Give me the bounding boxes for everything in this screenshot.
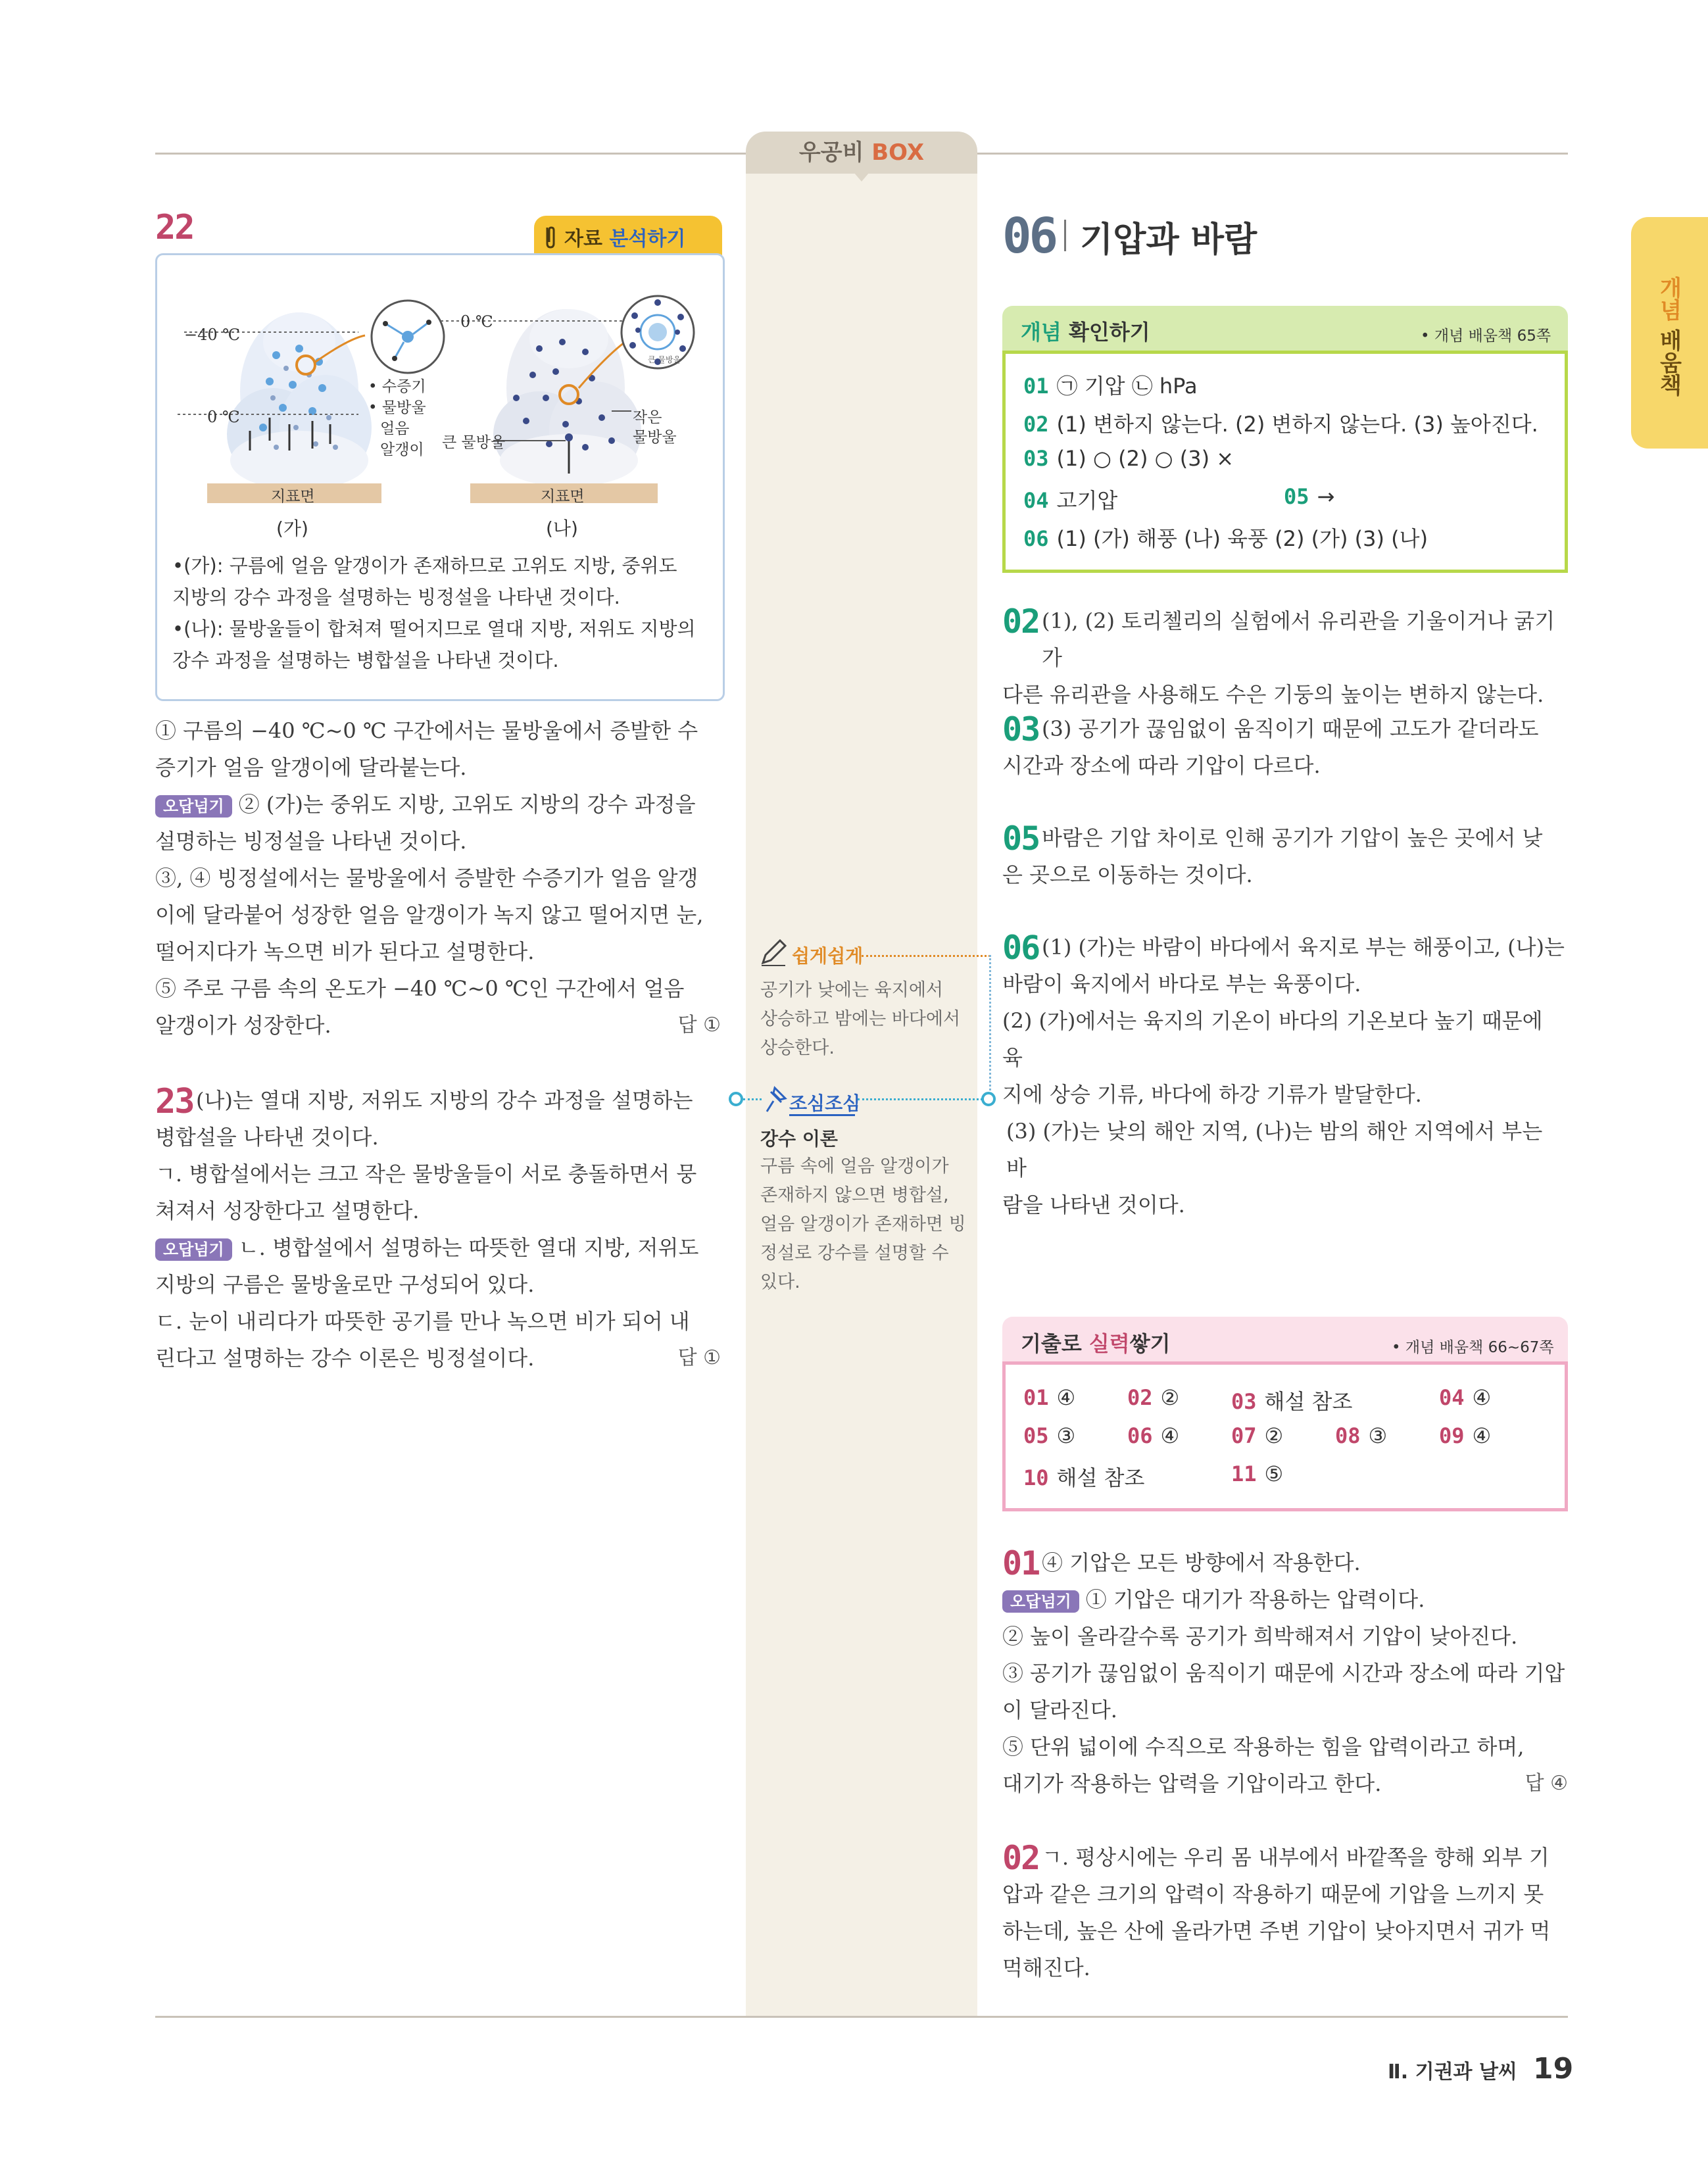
text-line: ② (가)는 중위도 지방, 고위도 지방의 강수 과정을: [238, 792, 696, 817]
figure-tag-b: 분석하기: [609, 228, 686, 251]
solution-01-number: 01: [1002, 1544, 1040, 1582]
text-line: 린다고 설명하는 강수 이론은 빙정설이다.: [155, 1346, 535, 1371]
figure-note-line: •(가): 구름에 얼음 알갱이가 존재하므로 고위도 지방, 중위도: [172, 554, 677, 577]
concept-row-01: 01 ㉠ 기압 ㉡ hPa: [1023, 374, 1198, 399]
ground-label-a: 지표면: [271, 488, 315, 505]
label-big-drop: 큰 물방울: [442, 434, 506, 451]
concept-row-02: 02 (1) 변하지 않는다. (2) 변하지 않는다. (3) 높아진다.: [1023, 412, 1538, 437]
text-line: ㄱ. 평상시에는 우리 몸 내부에서 바깥쪽을 향해 외부 기: [1042, 1845, 1549, 1870]
tip2-title: 조심조심: [789, 1092, 861, 1114]
skill-answer: 06 ④: [1127, 1423, 1180, 1448]
text-line: 이 달라진다.: [1002, 1698, 1117, 1723]
inset-label: 큰 물방울: [648, 355, 681, 364]
label-small-drop: [633, 408, 677, 447]
tip1-body: [760, 976, 971, 1063]
text-line: ④ 기압은 모든 방향에서 작용한다.: [1042, 1550, 1361, 1575]
text-line: 이에 달라붙어 성장한 얼음 알갱이가 녹지 않고 떨어지면 눈,: [155, 902, 704, 927]
label-small-drop-b: 물방울: [633, 429, 677, 446]
skill-answer: 08 ③: [1335, 1423, 1388, 1448]
text-line: ㄴ. 병합설에서 설명하는 따뜻한 열대 지방, 저위도: [238, 1235, 699, 1260]
solution-02: [1002, 1839, 1568, 1986]
legend-droplet: • 물방울: [368, 399, 426, 416]
text-line: ① 기압은 대기가 작용하는 압력이다.: [1085, 1587, 1425, 1612]
figure-legend: [368, 376, 426, 460]
cloud-a: [227, 312, 372, 490]
problem-22-explanation: [155, 712, 721, 1044]
solution-01: [1002, 1544, 1568, 1802]
section-number: 06: [1002, 208, 1056, 264]
box-tab-accent: BOX: [871, 139, 925, 166]
tip-line: 구름 속에 얼음 알갱이가: [760, 1156, 949, 1177]
concept-title-b: 확인하기: [1068, 320, 1150, 345]
tip-line: 존재하지 않으면 병합설,: [760, 1185, 949, 1206]
text-line: 다른 유리관을 사용해도 수은 기둥의 높이는 변하지 않는다.: [1002, 682, 1544, 707]
text-line: 증기가 얼음 알갱이에 달라붙는다.: [155, 755, 467, 780]
tip-line: 상승하고 밤에는 바다에서: [760, 1009, 961, 1029]
pencil-icon: [759, 938, 788, 967]
wrong-answer-badge: 오답넘기: [155, 795, 232, 818]
concept-row-04: 04 고기압: [1023, 488, 1118, 513]
skill-answer: 03 해설 참조: [1231, 1389, 1353, 1414]
text-line: 떨어지다가 녹으면 비가 된다고 설명한다.: [155, 939, 535, 964]
text-line: (1) (가)는 바람이 바다에서 육지로 부는 해풍이고, (나)는: [1042, 935, 1565, 960]
tip2-underline: [789, 1114, 855, 1116]
text-line: ① 구름의 −40 ℃~0 ℃ 구간에서는 물방울에서 증발한 수: [155, 718, 698, 743]
figure-label-a: (가): [276, 518, 308, 539]
text-line: 람을 나타낸 것이다.: [1002, 1192, 1185, 1217]
pin-icon: [762, 1085, 788, 1114]
text-line: (3) (가)는 낮의 해안 지역, (나)는 밤의 해안 지역에서 부는 바: [1006, 1119, 1543, 1181]
concept-check-ref: • 개념 배움책 65쪽: [1421, 328, 1551, 345]
tip1-connector: [862, 955, 990, 957]
paperclip-icon: [543, 224, 558, 250]
solution-02-number: 02: [1002, 1839, 1040, 1877]
section-divider: [1064, 220, 1066, 251]
problem-22-number: 22: [155, 208, 194, 247]
skill-title-c: 쌓기: [1129, 1331, 1171, 1356]
skill-title: [1021, 1327, 1171, 1357]
text-line: 바람은 기압 차이로 인해 공기가 기압이 높은 곳에서 낮: [1042, 825, 1543, 850]
text-line: 먹해진다.: [1002, 1955, 1090, 1980]
text-line: 하는데, 높은 산에 올라가면 주변 기압이 낮아지면서 귀가 먹: [1002, 1918, 1551, 1943]
text-line: (나)는 열대 지방, 저위도 지방의 강수 과정을 설명하는: [196, 1088, 693, 1113]
skill-answer: 07 ②: [1231, 1423, 1284, 1448]
tip-line: 있다.: [760, 1272, 800, 1292]
text-line: 병합설을 나타낸 것이다.: [155, 1125, 379, 1150]
concept-row-03: 03 (1) ○ (2) ○ (3) ×: [1023, 446, 1234, 471]
bottom-rule: [155, 2016, 1568, 2018]
label-minus40: −40 ℃: [184, 326, 241, 344]
ground-label-b: 지표면: [541, 488, 585, 505]
skill-answer: 09 ④: [1439, 1423, 1492, 1448]
skill-answer: 02 ②: [1127, 1385, 1180, 1410]
wrong-answer-badge: 오답넘기: [155, 1238, 232, 1261]
text-line: ⑤ 단위 넓이에 수직으로 작용하는 힘을 압력이라고 하며,: [1002, 1734, 1525, 1759]
text-line: 은 곳으로 이동하는 것이다.: [1002, 862, 1253, 887]
tip2-body: [760, 1152, 971, 1297]
concept-row-06: 06 (1) (가) 해풍 (나) 육풍 (2) (가) (3) (나): [1023, 526, 1428, 551]
figure-note-line: 강수 과정을 설명하는 병합설을 나타낸 것이다.: [172, 649, 559, 672]
side-tab-b: 배움책: [1655, 321, 1682, 396]
chapter-label: Ⅱ. 기권과 날씨: [1388, 2061, 1517, 2084]
tip-line: 정설로 강수를 설명할 수: [760, 1243, 949, 1263]
concept-check-title: [1021, 316, 1150, 346]
figure-note-line: 지방의 강수 과정을 설명하는 빙정설을 나타낸 것이다.: [172, 586, 620, 608]
text-line: 압과 같은 크기의 압력이 작용하기 때문에 기압을 느끼지 못: [1002, 1882, 1544, 1907]
expl-02-number: 02: [1002, 602, 1040, 641]
box-tab-pointer: [854, 172, 869, 182]
side-index-label: [1652, 276, 1685, 396]
answer-mark: 답 ①: [677, 1346, 721, 1369]
text-line: (1), (2) 토리첼리의 실험에서 유리관을 기울이거나 굵기가: [1042, 608, 1555, 670]
text-line: 설명하는 빙정설을 나타낸 것이다.: [155, 829, 467, 854]
figure-note-line: •(나): 물방울들이 합쳐져 떨어지므로 열대 지방, 저위도 지방의: [172, 618, 696, 640]
text-line: 쳐져서 성장한다고 설명한다.: [155, 1198, 420, 1223]
figure-label-b: (나): [546, 518, 578, 539]
page-footer: [1388, 2052, 1573, 2086]
tip1-connector-vertical: [989, 955, 991, 1098]
text-line: ㄱ. 병합설에서는 크고 작은 물방울들이 서로 충돌하면서 뭉: [155, 1161, 697, 1186]
text-line: (3) 공기가 끊임없이 움직이기 때문에 고도가 같더라도: [1042, 716, 1539, 741]
text-line: 대기가 작용하는 압력을 기압이라고 한다.: [1002, 1771, 1382, 1796]
box-tab: [746, 132, 977, 174]
tip-line: 상승한다.: [760, 1038, 835, 1058]
answer-mark: 답 ④: [1525, 1772, 1568, 1795]
problem-23-number: 23: [155, 1082, 194, 1121]
box-column: [746, 153, 977, 2016]
skill-answer: 04 ④: [1439, 1385, 1492, 1410]
skill-title-a: 기출로: [1021, 1331, 1089, 1356]
skill-title-b: 실력: [1088, 1331, 1130, 1356]
figure-notes: [172, 550, 712, 676]
page-number: 19: [1532, 2052, 1574, 2086]
legend-vapor: • 수증기: [368, 378, 426, 395]
label-small-drop-a: 작은: [633, 409, 662, 426]
expl-06-number: 06: [1002, 929, 1040, 967]
skill-answer: 01 ④: [1023, 1385, 1076, 1410]
text-line: 시간과 장소에 따라 기압이 다르다.: [1002, 753, 1321, 778]
text-line: 알갱이가 성장한다.: [155, 1013, 331, 1038]
legend-ice: 얼음: [380, 420, 410, 437]
skill-answer: 11 ⑤: [1231, 1461, 1284, 1486]
tip2-connector-left: [743, 1098, 762, 1100]
connector-dot-right: [981, 1092, 996, 1106]
answer-mark: 답 ①: [677, 1014, 721, 1037]
box-tab-prefix: 우공비: [798, 139, 872, 166]
expl-02: [1002, 602, 1568, 713]
text-line: 바람이 육지에서 바다로 부는 육풍이다.: [1002, 971, 1361, 996]
expl-06: [1002, 929, 1568, 1223]
label-zero-b: 0 ℃: [460, 312, 493, 331]
problem-23-explanation: [155, 1082, 721, 1377]
skill-ref: • 개념 배움책 66~67쪽: [1392, 1339, 1554, 1356]
figure-tag-label: [564, 222, 685, 251]
text-line: 지에 상승 기류, 바다에 하강 기류가 발달한다.: [1002, 1082, 1422, 1107]
side-tab-a: 개념: [1655, 276, 1682, 321]
skill-answer: 10 해설 참조: [1023, 1465, 1145, 1490]
text-line: (2) (가)에서는 육지의 기온이 바다의 기온보다 높기 때문에 육: [1002, 1008, 1543, 1070]
expl-03-number: 03: [1002, 710, 1040, 748]
tip1-title: 쉽게쉽게: [792, 945, 864, 967]
text-line: ③ 공기가 끊임없이 움직이기 때문에 시간과 장소에 따라 기압: [1002, 1661, 1565, 1686]
concept-title-a: 개념: [1021, 320, 1069, 345]
connector-dot-left: [729, 1092, 743, 1106]
tip-line: 얼음 알갱이가 존재하면 빙: [760, 1214, 966, 1234]
text-line: ㄷ. 눈이 내리다가 따뜻한 공기를 만나 녹으면 비가 되어 내: [155, 1309, 690, 1334]
section-title: 기압과 바람: [1080, 220, 1257, 260]
expl-05-number: 05: [1002, 819, 1040, 858]
text-line: ② 높이 올라갈수록 공기가 희박해져서 기압이 낮아진다.: [1002, 1624, 1518, 1649]
expl-03: [1002, 710, 1568, 784]
wrong-answer-badge: 오답넘기: [1002, 1590, 1079, 1613]
text-line: 지방의 구름은 물방울로만 구성되어 있다.: [155, 1272, 535, 1297]
label-zero-a: 0 ℃: [207, 408, 240, 426]
figure-tag-a: 자료: [564, 228, 610, 251]
tip2-connector-right: [858, 1098, 983, 1100]
text-line: ③, ④ 빙정설에서는 물방울에서 증발한 수증기가 얼음 알갱: [155, 866, 698, 891]
concept-row-05: 05 →: [1284, 484, 1335, 509]
legend-ice-b: 알갱이: [380, 441, 424, 458]
tip-line: 공기가 낮에는 육지에서: [760, 980, 943, 1000]
skill-answer: 05 ③: [1023, 1423, 1076, 1448]
expl-05: [1002, 819, 1568, 893]
tip2-subtitle: 강수 이론: [760, 1128, 838, 1150]
text-line: ⑤ 주로 구름 속의 온도가 −40 ℃~0 ℃인 구간에서 얼음: [155, 976, 685, 1001]
